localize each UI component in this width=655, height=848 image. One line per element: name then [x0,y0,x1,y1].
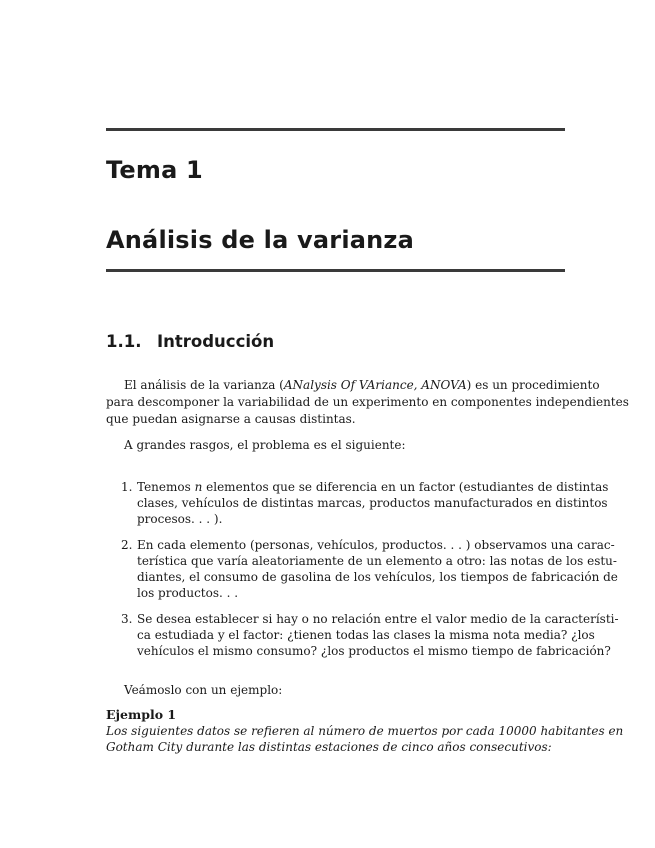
intro-line-1 [124,377,600,394]
example-line-1: Los siguientes datos se refieren al número de muertos por cada 10000 habitantes en [106,724,624,738]
intro-line-2: para descomponer la variabilidad de un experimento en componentes independientes [106,395,629,409]
list-item-3-line-1: Se desea establecer si hay o no relación entre el valor medio de la característi- [137,612,619,626]
list-item-1-line-3: procesos. . . ). [137,512,223,526]
section-title: Introducción [157,332,275,351]
chapter-label: Tema 1 [106,156,203,184]
example-line-2: Gotham City durante las distintas estaciones de cinco años consecutivos: [106,740,552,754]
item1-text-b: elementos que se diferencia en un factor (estudiantes de distintas [202,480,609,494]
list-item-2-line-4: los productos. . . [137,586,239,600]
intro-line-3: que puedan asignarse a causas distintas. [106,412,356,426]
top-rule [106,128,565,131]
intro-text-a: El análisis de la varianza ( [124,378,284,392]
section-number: 1.1. [106,332,142,351]
example-intro: Veámoslo con un ejemplo: [124,683,283,697]
list-item-2-line-1: En cada elemento (personas, vehículos, productos. . . ) observamos una carac- [137,538,615,552]
list-item-3-line-2: ca estudiada y el factor: ¿tienen todas las clases la misma nota media? ¿los [137,628,595,642]
list-item-2-line-3: diantes, el consumo de gasolina de los vehículos, los tiempos de fabricación de [137,570,618,584]
list-item-1-line-2: clases, vehículos de distintas marcas, productos manufacturados en distintos [137,496,608,510]
example-heading: Ejemplo 1 [106,707,177,722]
list-item-1-line-1 [137,479,609,496]
list-number: 3. [121,612,133,626]
list-item-3-line-3: vehículos el mismo consumo? ¿los productos el mismo tiempo de fabricación? [137,644,611,658]
var-n: n [194,480,203,494]
bottom-rule [106,269,565,272]
anova-term: ANalysis Of VAriance, ANOVA [283,378,467,392]
item1-text-a: Tenemos [137,480,195,494]
list-item-2-line-2: terística que varía aleatoriamente de un elemento a otro: las notas de los estu- [137,554,617,568]
list-number: 2. [121,538,133,552]
intro-text-c: ) es un procedimiento [466,378,600,392]
list-number: 1. [121,480,133,494]
broad-statement: A grandes rasgos, el problema es el siguiente: [124,438,406,452]
chapter-title: Análisis de la varianza [106,226,414,254]
